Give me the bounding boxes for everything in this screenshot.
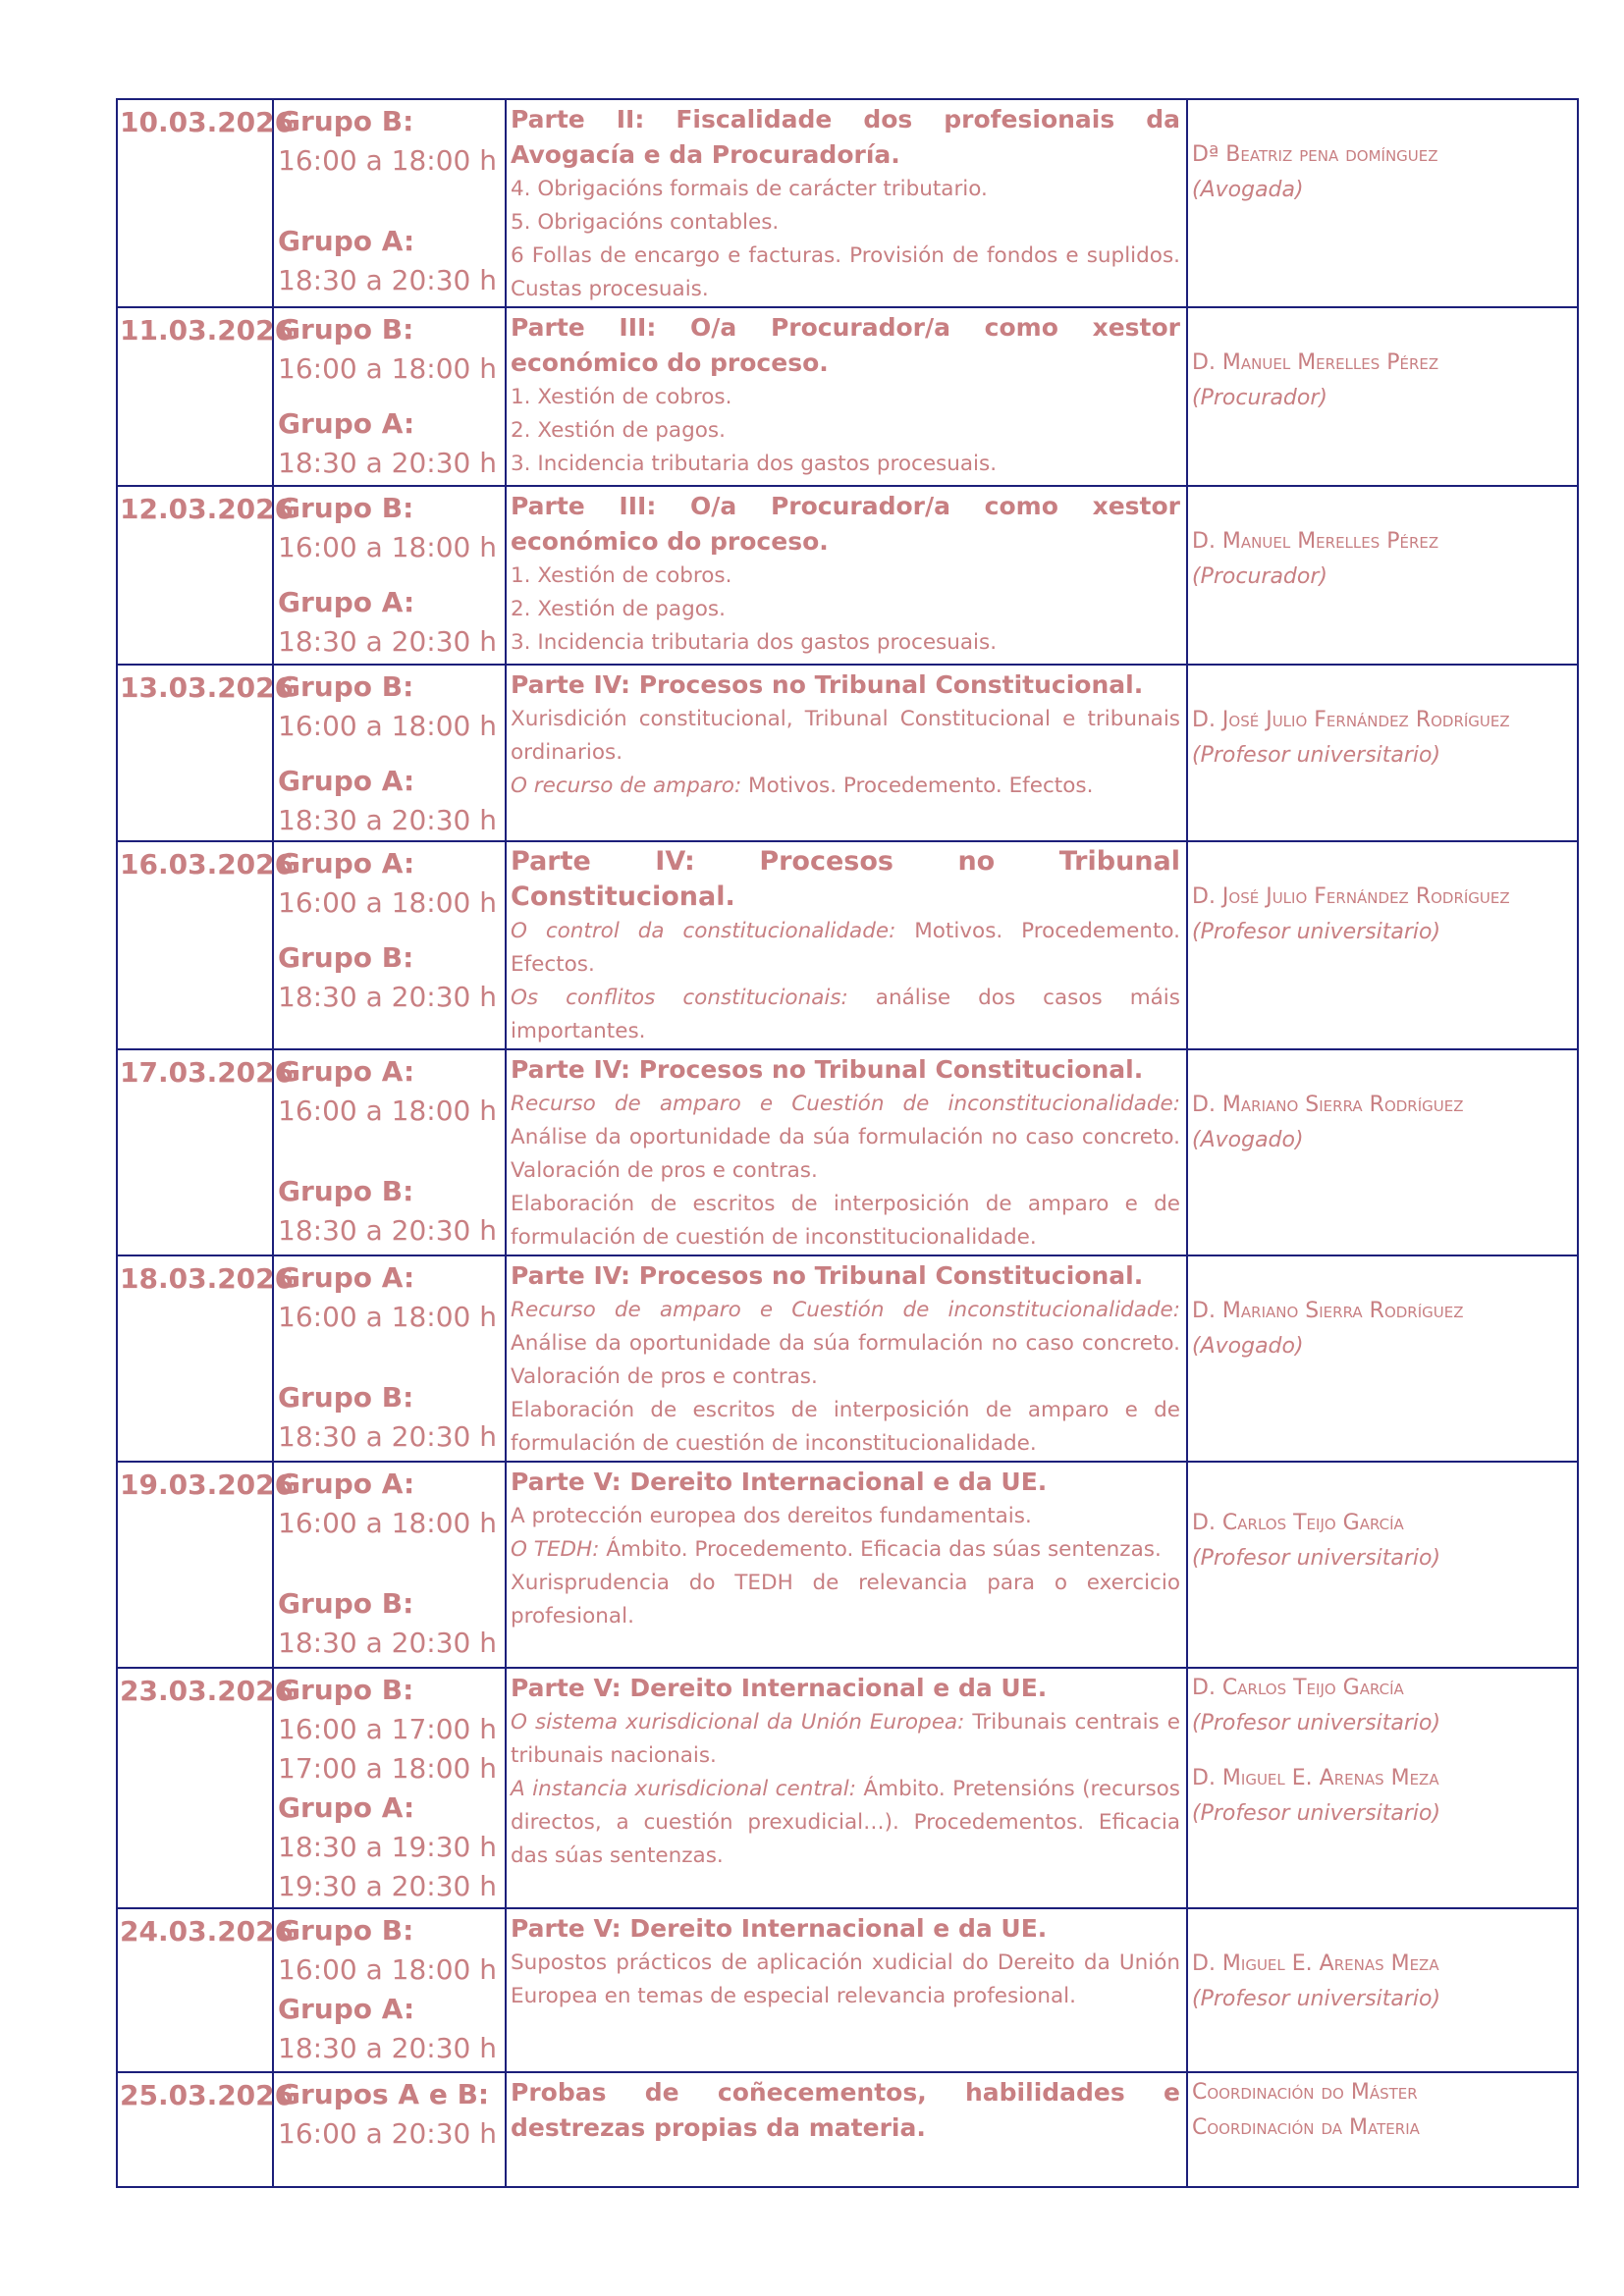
group-label: Grupo B:	[278, 1587, 414, 1620]
group-spacer	[278, 181, 499, 222]
session-speakers	[1187, 486, 1578, 665]
session-speakers	[1187, 1668, 1578, 1908]
session-date: 12.03.2026	[117, 486, 273, 665]
speaker-spacer	[1192, 1258, 1571, 1294]
content-line-text: Ámbito. Pretensións (recursos directos, a cuestión prexudicial…). Procedementos. Eficacia das súas sentenzas.	[511, 1777, 1180, 1868]
content-line	[511, 240, 1180, 306]
group-label: Grupo A:	[278, 586, 415, 618]
session-date: 10.03.2026	[117, 99, 273, 307]
schedule-row	[117, 1462, 1578, 1668]
group-schedule	[273, 841, 506, 1049]
session-date: 25.03.2026	[117, 2072, 273, 2187]
schedule-row	[117, 486, 1578, 665]
group-label: Grupo A:	[278, 847, 415, 880]
content-line-text: Xurisdición constitucional, Tribunal Constitucional e tribunais ordinarios.	[511, 707, 1180, 765]
content-line-text: 3. Incidencia tributaria dos gastos procesuais.	[511, 452, 998, 476]
content-line	[511, 770, 1180, 803]
group-hours: 16:00 a 18:00 h	[278, 1953, 497, 1986]
speaker-spacer	[1192, 489, 1571, 524]
group-label: Grupo A:	[278, 1055, 415, 1088]
group-hours: 18:30 a 20:30 h	[278, 2032, 497, 2064]
group-label: Grupo A:	[278, 1791, 415, 1824]
session-speakers	[1187, 665, 1578, 841]
session-date: 19.03.2026	[117, 1462, 273, 1668]
content-line	[511, 1947, 1180, 2013]
session-date: 16.03.2026	[117, 841, 273, 1049]
session-content	[506, 1668, 1187, 1908]
session-speakers	[1187, 1462, 1578, 1668]
group-spacer	[278, 567, 499, 583]
content-line	[511, 1088, 1180, 1188]
group-hours: 18:30 a 19:30 h	[278, 1831, 497, 1863]
session-date: 18.03.2026	[117, 1255, 273, 1462]
schedule-table	[116, 98, 1579, 2188]
group-hours: 18:30 a 20:30 h	[278, 981, 497, 1013]
group-hours: 18:30 a 20:30 h	[278, 447, 497, 479]
speaker-role: (Profesor universitario)	[1192, 1546, 1441, 1571]
speaker-name: D. Carlos Teijo García	[1192, 1511, 1404, 1535]
content-line	[511, 560, 1180, 593]
content-line	[511, 448, 1180, 481]
content-line	[511, 1394, 1180, 1461]
group-schedule	[273, 1255, 506, 1462]
content-line-text: análise dos casos máis importantes.	[511, 986, 1180, 1043]
session-date: 17.03.2026	[117, 1049, 273, 1255]
session-date: 13.03.2026	[117, 665, 273, 841]
schedule-row	[117, 2072, 1578, 2187]
content-line-italic: O TEDH:	[511, 1537, 600, 1562]
content-line-text: 6 Follas de encargo e facturas. Provisión de fondos e suplidos. Custas procesuais.	[511, 243, 1180, 301]
group-hours: 16:00 a 18:00 h	[278, 1507, 497, 1539]
group-label: Grupo B:	[278, 1674, 414, 1706]
group-hours: 17:00 a 18:00 h	[278, 1752, 497, 1785]
session-content	[506, 2072, 1187, 2187]
session-title: Parte V: Dereito Internacional e da UE.	[511, 1674, 1048, 1702]
session-speakers	[1187, 841, 1578, 1049]
content-line	[511, 1533, 1180, 1567]
speaker-name: Coordinación da Materia	[1192, 2115, 1420, 2140]
content-line-text: 1. Xestión de cobros.	[511, 385, 732, 409]
session-speakers	[1187, 1908, 1578, 2072]
group-hours: 16:00 a 18:00 h	[278, 144, 497, 177]
content-line	[511, 915, 1180, 982]
group-hours: 19:30 a 20:30 h	[278, 1870, 497, 1902]
session-speakers	[1187, 1255, 1578, 1462]
session-speakers	[1187, 2072, 1578, 2187]
schedule-row	[117, 1668, 1578, 1908]
group-label: Grupo A:	[278, 1261, 415, 1294]
group-spacer	[278, 1543, 499, 1584]
content-line-text: Xurisprudencia do TEDH de relevancia para o exercicio profesional.	[511, 1571, 1180, 1629]
group-schedule	[273, 1462, 506, 1668]
schedule-row	[117, 665, 1578, 841]
session-content	[506, 307, 1187, 486]
group-schedule	[273, 1049, 506, 1255]
session-title: Parte II: Fiscalidade dos profesionais da Avogacía e da Procuradoría.	[511, 105, 1180, 169]
content-line	[511, 1567, 1180, 1633]
content-line-text: 3. Incidencia tributaria dos gastos procesuais.	[511, 630, 998, 655]
speaker-spacer	[1192, 1052, 1571, 1088]
speaker-spacer	[1192, 102, 1571, 137]
session-date: 23.03.2026	[117, 1668, 273, 1908]
content-line-text: Análise da oportunidade da súa formulación no caso concreto. Valoración de pros e contras.	[511, 1125, 1180, 1183]
group-label: Grupo B:	[278, 1175, 414, 1207]
speaker-name: D. Manuel Merelles Pérez	[1192, 350, 1439, 375]
speaker-role: (Avogado)	[1192, 1128, 1304, 1152]
group-schedule	[273, 1908, 506, 2072]
group-hours: 16:00 a 18:00 h	[278, 531, 497, 563]
group-label: Grupo A:	[278, 1993, 415, 2025]
group-spacer	[278, 1337, 499, 1378]
content-line-italic: O sistema xurisdicional da Unión Europea:	[511, 1710, 965, 1735]
group-label: Grupo A:	[278, 225, 415, 257]
speaker-name: Dª Beatriz pena domínguez	[1192, 142, 1438, 167]
content-line-text: 2. Xestión de pagos.	[511, 597, 726, 621]
group-hours: 18:30 a 20:30 h	[278, 804, 497, 836]
content-line	[511, 173, 1180, 206]
content-line-text: Motivos. Procedemento. Efectos.	[741, 774, 1094, 798]
session-title: Parte V: Dereito Internacional e da UE.	[511, 1914, 1048, 1943]
group-hours: 18:30 a 20:30 h	[278, 1627, 497, 1659]
content-line	[511, 626, 1180, 660]
group-hours: 18:30 a 20:30 h	[278, 1420, 497, 1453]
speaker-role: (Profesor universitario)	[1192, 1711, 1441, 1735]
speaker-spacer	[1192, 1465, 1571, 1506]
content-line	[511, 982, 1180, 1048]
session-title: Parte IV: Procesos no Tribunal Constitucional.	[511, 670, 1144, 699]
content-line-text: 2. Xestión de pagos.	[511, 418, 726, 443]
group-label: Grupos A e B:	[278, 2078, 490, 2110]
group-hours: 18:30 a 20:30 h	[278, 625, 497, 658]
session-title: Parte III: O/a Procurador/a como xestor económico do proceso.	[511, 492, 1180, 556]
group-hours: 18:30 a 20:30 h	[278, 264, 497, 296]
speaker-gap	[1192, 1741, 1571, 1761]
content-line-italic: Recurso de amparo e Cuestión de inconstitucionalidade:	[511, 1298, 1180, 1322]
speaker-spacer	[1192, 844, 1571, 880]
content-line-text: 4. Obrigacións formais de carácter tributario.	[511, 177, 988, 201]
session-date: 24.03.2026	[117, 1908, 273, 2072]
group-schedule	[273, 486, 506, 665]
session-title: Parte V: Dereito Internacional e da UE.	[511, 1468, 1048, 1496]
session-title: Parte IV: Procesos no Tribunal Constitucional.	[511, 1261, 1144, 1290]
speaker-spacer	[1192, 310, 1571, 346]
session-speakers	[1187, 99, 1578, 307]
session-content	[506, 841, 1187, 1049]
content-line-text: 5. Obrigacións contables.	[511, 210, 780, 235]
group-hours: 16:00 a 18:00 h	[278, 1095, 497, 1127]
speaker-role: (Profesor universitario)	[1192, 920, 1441, 944]
content-line	[511, 593, 1180, 626]
speaker-name: D. José Julio Fernández Rodríguez	[1192, 708, 1510, 732]
session-content	[506, 99, 1187, 307]
schedule-row	[117, 99, 1578, 307]
group-label: Grupo B:	[278, 670, 414, 703]
schedule-row	[117, 841, 1578, 1049]
session-speakers	[1187, 1049, 1578, 1255]
speaker-name: D. Miguel E. Arenas Meza	[1192, 1951, 1439, 1976]
speaker-role: (Avogado)	[1192, 1334, 1304, 1359]
group-hours: 16:00 a 18:00 h	[278, 1301, 497, 1333]
group-hours: 16:00 a 18:00 h	[278, 886, 497, 919]
schedule-row	[117, 1049, 1578, 1255]
content-line-text: Elaboración de escritos de interposición de amparo e de formulación de cuestión de inconstitucionalidade.	[511, 1398, 1180, 1456]
speaker-name: D. Mariano Sierra Rodríguez	[1192, 1093, 1464, 1117]
group-schedule	[273, 99, 506, 307]
speaker-role: (Profesor universitario)	[1192, 1801, 1441, 1826]
content-line	[511, 1294, 1180, 1394]
session-content	[506, 665, 1187, 841]
group-hours: 16:00 a 20:30 h	[278, 2117, 497, 2150]
schedule-row	[117, 1908, 1578, 2072]
session-content	[506, 1049, 1187, 1255]
speaker-name: D. Miguel E. Arenas Meza	[1192, 1766, 1439, 1790]
speaker-role: (Avogada)	[1192, 178, 1304, 202]
group-label: Grupo B:	[278, 313, 414, 346]
content-line-text: A protección europea dos dereitos fundamentais.	[511, 1504, 1032, 1528]
speaker-name: Coordinación do Máster	[1192, 2080, 1418, 2105]
speaker-name: D. Carlos Teijo García	[1192, 1676, 1404, 1700]
group-spacer	[278, 746, 499, 762]
content-line	[511, 1188, 1180, 1255]
speaker-name: D. Mariano Sierra Rodríguez	[1192, 1299, 1464, 1323]
group-spacer	[278, 923, 499, 938]
content-line-text: Elaboración de escritos de interposición de amparo e de formulación de cuestión de inconstitucionalidade.	[511, 1192, 1180, 1250]
session-content	[506, 1462, 1187, 1668]
content-line-text: Análise da oportunidade da súa formulación no caso concreto. Valoración de pros e contras.	[511, 1331, 1180, 1389]
group-label: Grupo A:	[278, 1468, 415, 1500]
session-title: Probas de coñecementos, habilidades e destrezas propias da materia.	[511, 2078, 1180, 2142]
session-speakers	[1187, 307, 1578, 486]
content-line-text: Supostos prácticos de aplicación xudicial do Dereito da Unión Europea en temas de especial relevancia profesional.	[511, 1950, 1180, 2008]
content-line	[511, 381, 1180, 414]
content-line-text: 1. Xestión de cobros.	[511, 563, 732, 588]
content-line	[511, 1706, 1180, 1773]
speaker-role: (Procurador)	[1192, 564, 1327, 589]
content-line-text: Ámbito. Procedemento. Eficacia das súas sentenzas.	[599, 1537, 1162, 1562]
session-content	[506, 486, 1187, 665]
group-spacer	[278, 389, 499, 404]
session-content	[506, 1908, 1187, 2072]
group-label: Grupo A:	[278, 765, 415, 797]
content-line-text: Tribunais centrais e tribunais nacionais.	[511, 1710, 1180, 1768]
group-hours: 18:30 a 20:30 h	[278, 1214, 497, 1247]
group-label: Grupo B:	[278, 105, 414, 137]
session-title: Parte III: O/a Procurador/a como xestor económico do proceso.	[511, 313, 1180, 377]
group-schedule	[273, 1668, 506, 1908]
group-hours: 16:00 a 17:00 h	[278, 1713, 497, 1745]
group-schedule	[273, 307, 506, 486]
session-content	[506, 1255, 1187, 1462]
group-spacer	[278, 1131, 499, 1172]
group-hours: 16:00 a 18:00 h	[278, 710, 497, 742]
content-line	[511, 1500, 1180, 1533]
group-schedule	[273, 2072, 506, 2187]
content-line	[511, 1773, 1180, 1873]
content-line-italic: A instancia xurisdicional central:	[511, 1777, 856, 1801]
content-line	[511, 206, 1180, 240]
content-line-text: Motivos. Procedemento. Efectos.	[511, 919, 1180, 977]
content-line-italic: Os conflitos constitucionais:	[511, 986, 848, 1010]
schedule-row	[117, 307, 1578, 486]
speaker-role: (Profesor universitario)	[1192, 743, 1441, 768]
speaker-spacer	[1192, 1911, 1571, 1947]
content-line	[511, 703, 1180, 770]
content-line-italic: Recurso de amparo e Cuestión de inconstitucionalidade:	[511, 1092, 1180, 1116]
group-label: Grupo B:	[278, 492, 414, 524]
speaker-role: (Profesor universitario)	[1192, 1987, 1441, 2011]
content-line-italic: O control da constitucionalidade:	[511, 919, 896, 943]
speaker-name: D. José Julio Fernández Rodríguez	[1192, 884, 1510, 909]
group-label: Grupo B:	[278, 1381, 414, 1414]
speaker-name: D. Manuel Merelles Pérez	[1192, 529, 1439, 554]
speaker-spacer	[1192, 667, 1571, 703]
group-hours: 16:00 a 18:00 h	[278, 352, 497, 385]
content-line-italic: O recurso de amparo:	[511, 774, 742, 798]
session-date: 11.03.2026	[117, 307, 273, 486]
session-title: Parte IV: Procesos no Tribunal Constitucional.	[511, 846, 1180, 912]
content-line	[511, 414, 1180, 448]
session-title: Parte IV: Procesos no Tribunal Constitucional.	[511, 1055, 1144, 1084]
group-label: Grupo B:	[278, 941, 414, 974]
group-label: Grupo B:	[278, 1914, 414, 1947]
group-schedule	[273, 665, 506, 841]
group-label: Grupo A:	[278, 407, 415, 440]
speaker-role: (Procurador)	[1192, 386, 1327, 410]
schedule-row	[117, 1255, 1578, 1462]
